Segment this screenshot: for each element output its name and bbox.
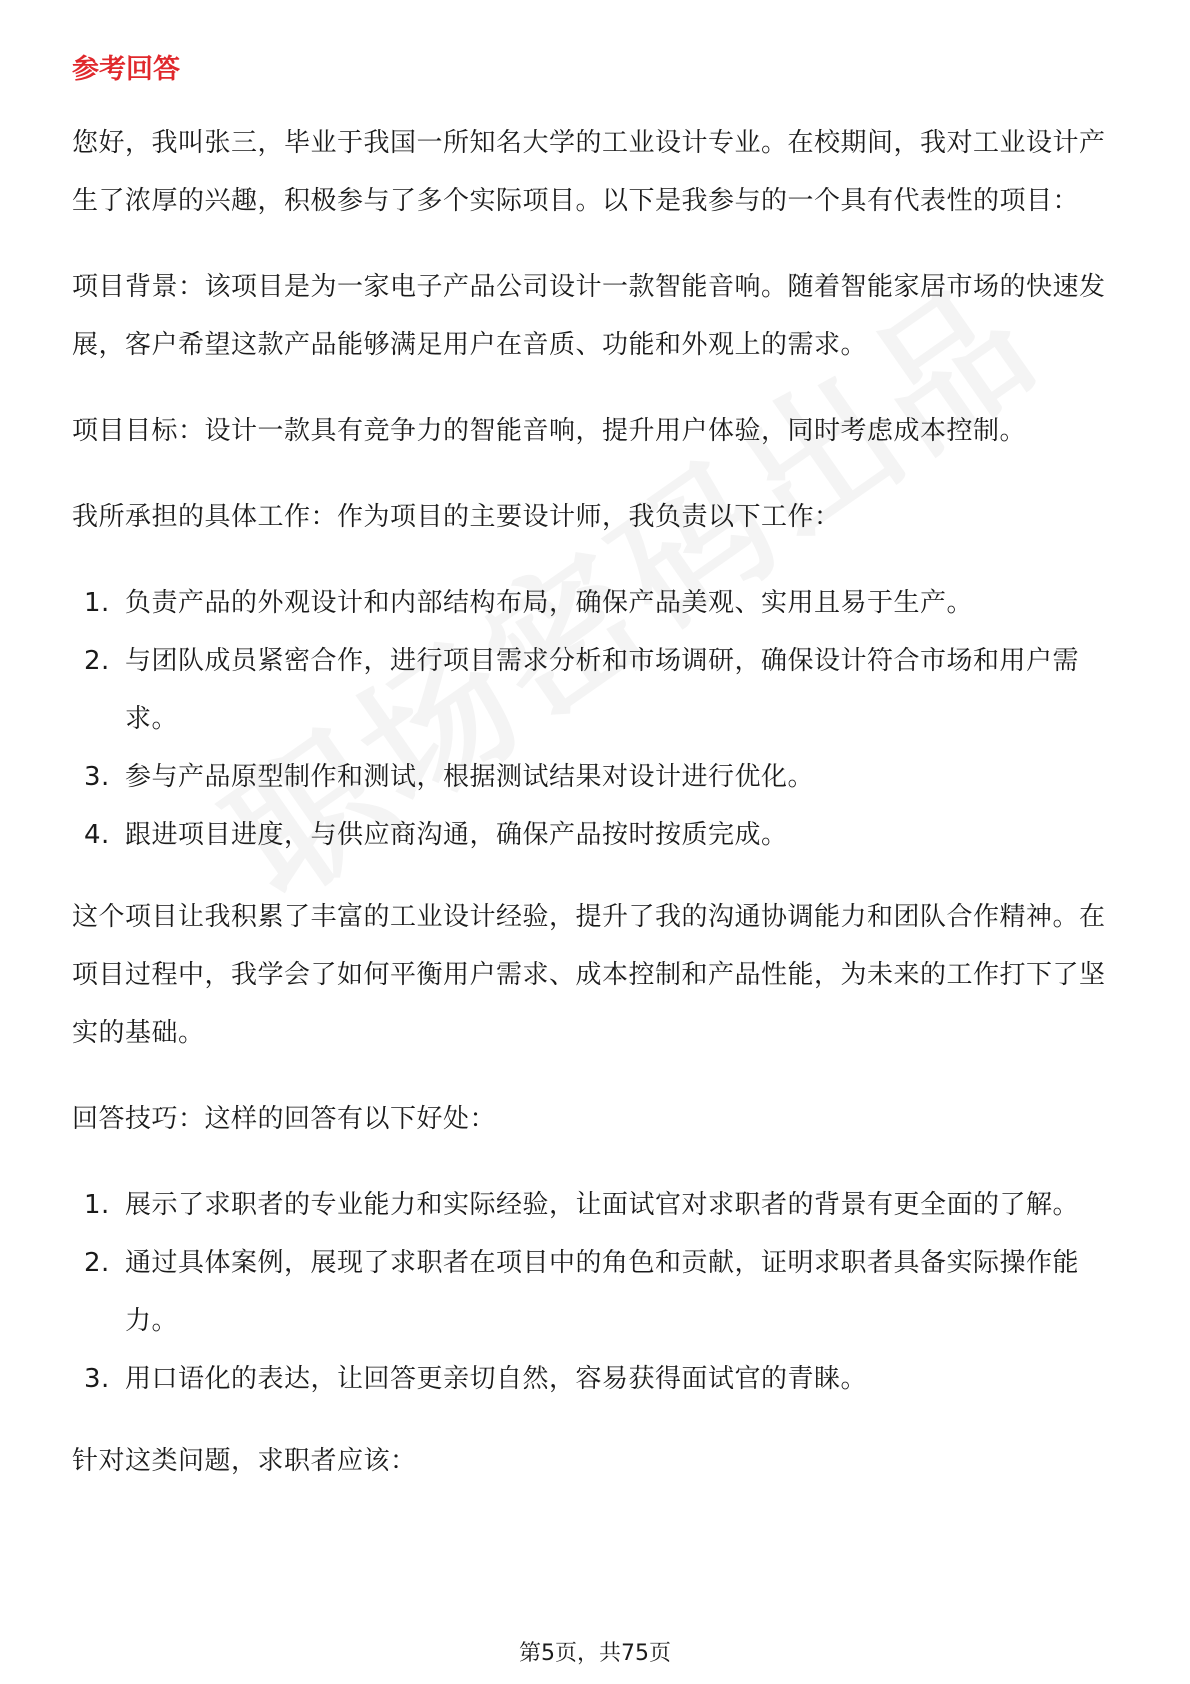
list-item — [72, 806, 1118, 864]
list-number: 4. — [84, 820, 110, 850]
document-body — [72, 50, 1118, 1518]
closing-paragraph: 针对这类问题，求职者应该： — [72, 1446, 417, 1476]
list-item — [72, 574, 1118, 632]
list-number: 2. — [84, 646, 110, 676]
page-footer: 第5页，共75页 — [519, 1641, 671, 1666]
tips-list — [72, 1176, 1118, 1408]
list-item — [72, 632, 1118, 748]
list-number: 3. — [84, 1364, 110, 1394]
work-list — [72, 574, 1118, 864]
list-number: 1. — [84, 588, 110, 618]
tips-intro-paragraph: 回答技巧：这样的回答有以下好处： — [72, 1104, 497, 1134]
list-text: 跟进项目进度，与供应商沟通，确保产品按时按质完成。 — [125, 820, 788, 850]
section-heading: 参考回答 — [72, 54, 180, 85]
list-item — [72, 1350, 1118, 1408]
list-item — [72, 748, 1118, 806]
list-text: 用口语化的表达，让回答更亲切自然，容易获得面试官的青睐。 — [125, 1364, 868, 1394]
list-number: 3. — [84, 762, 110, 792]
summary-paragraph: 这个项目让我积累了丰富的工业设计经验，提升了我的沟通协调能力和团队合作精神。在项目过程中，我学会了如何平衡用户需求、成本控制和产品性能，为未来的工作打下了坚实的基础。 — [72, 902, 1106, 1048]
intro-paragraph: 您好，我叫张三，毕业于我国一所知名大学的工业设计专业。在校期间，我对工业设计产生了浓厚的兴趣，积极参与了多个实际项目。以下是我参与的一个具有代表性的项目： — [72, 128, 1106, 216]
goal-paragraph: 项目目标：设计一款具有竞争力的智能音响，提升用户体验，同时考虑成本控制。 — [72, 416, 1027, 446]
background-paragraph: 项目背景：该项目是为一家电子产品公司设计一款智能音响。随着智能家居市场的快速发展，客户希望这款产品能够满足用户在音质、功能和外观上的需求。 — [72, 272, 1106, 360]
list-number: 1. — [84, 1190, 110, 1220]
work-intro-paragraph: 我所承担的具体工作：作为项目的主要设计师，我负责以下工作： — [72, 502, 841, 532]
list-text: 展示了求职者的专业能力和实际经验，让面试官对求职者的背景有更全面的了解。 — [125, 1190, 1080, 1220]
list-number: 2. — [84, 1248, 110, 1278]
list-item — [72, 1176, 1118, 1234]
list-text: 通过具体案例，展现了求职者在项目中的角色和贡献，证明求职者具备实际操作能力。 — [125, 1248, 1080, 1336]
list-item — [72, 1234, 1118, 1350]
list-text: 负责产品的外观设计和内部结构布局，确保产品美观、实用且易于生产。 — [125, 588, 974, 618]
list-text: 参与产品原型制作和测试，根据测试结果对设计进行优化。 — [125, 762, 815, 792]
list-text: 与团队成员紧密合作，进行项目需求分析和市场调研，确保设计符合市场和用户需求。 — [125, 646, 1080, 734]
